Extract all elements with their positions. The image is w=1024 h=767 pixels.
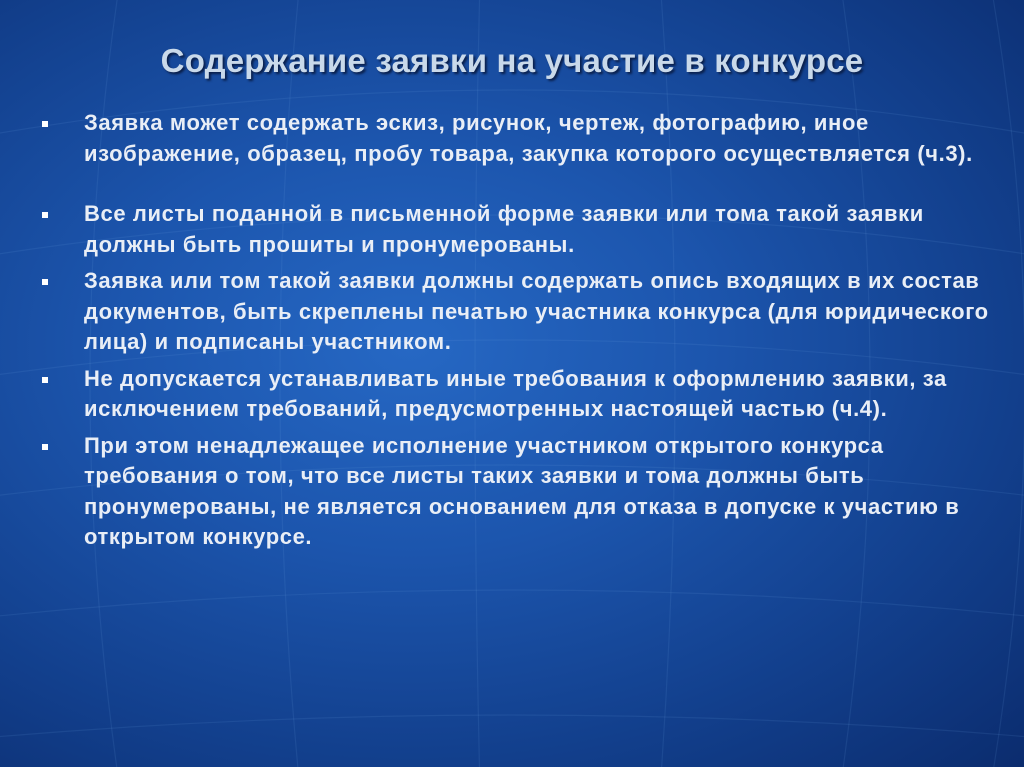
- bullet-text: Заявка или том такой заявки должны содержать опись входящих в их состав документов, быть скреплены печатью участника конкурса (для юридического лица) и подписаны участником.: [84, 268, 989, 354]
- square-bullet-icon: [42, 212, 48, 218]
- square-bullet-icon: [42, 377, 48, 383]
- bullet-item: [40, 199, 990, 260]
- bullet-item: [40, 431, 990, 553]
- bullet-text: Заявка может содержать эскиз, рисунок, чертеж, фотографию, иное изображение, образец, пробу товара, закупка которого осуществляется (ч.3).: [84, 110, 973, 166]
- bullet-list: [40, 108, 990, 553]
- bullet-text: При этом ненадлежащее исполнение участником открытого конкурса требования о том, что все листы таких заявки и тома должны быть пронумерованы, не является основанием для отказа в допуске к участию в открытом конкурсе.: [84, 432, 960, 549]
- bullet-text: Все листы поданной в письменной форме заявки или тома такой заявки должны быть прошиты и пронумерованы.: [84, 201, 924, 257]
- square-bullet-icon: [42, 444, 48, 450]
- slide-title: Содержание заявки на участие в конкурсе: [160, 42, 864, 79]
- square-bullet-icon: [42, 279, 48, 285]
- bullet-item: [40, 108, 990, 169]
- bullet-text: Не допускается устанавливать иные требования к оформлению заявки, за исключением требований, предусмотренных настоящей частью (ч.4).: [84, 365, 947, 421]
- bullet-item: [40, 266, 990, 358]
- bullet-item: [40, 364, 990, 425]
- square-bullet-icon: [42, 121, 48, 127]
